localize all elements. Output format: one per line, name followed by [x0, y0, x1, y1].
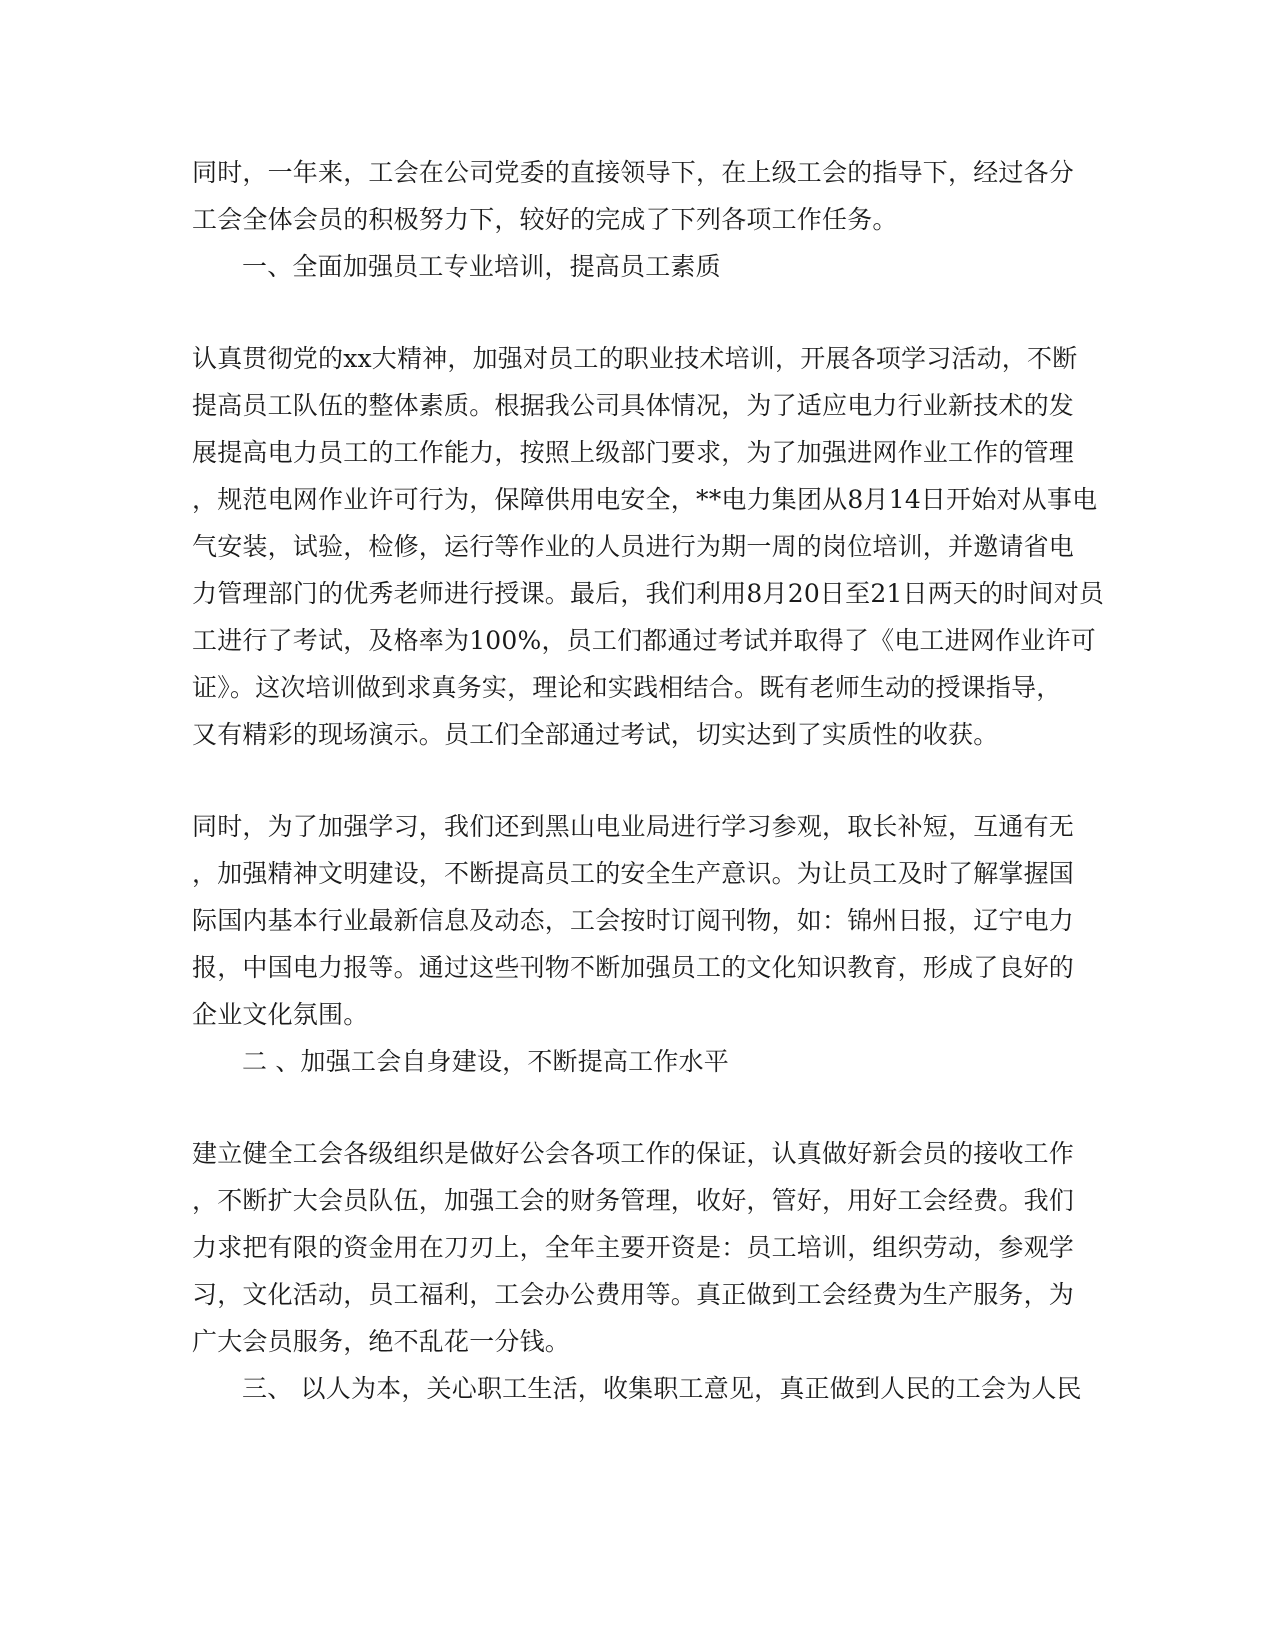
text-line-23: 广大会员服务，绝不乱花一分钱。: [192, 1327, 571, 1356]
text-line-9: 力管理部门的优秀老师进行授课。最后，我们利用8月20日至21日两天的时间对员: [192, 579, 1105, 608]
section-heading-3: 三、 以人为本，关心职工生活，收集职工意见，真正做到人民的工会为人民: [242, 1374, 1082, 1403]
section-heading-1: 一、全面加强员工专业培训，提高员工素质: [242, 252, 721, 281]
text-line-14: ，加强精神文明建设，不断提高员工的安全生产意识。为让员工及时了解掌握国: [192, 859, 1075, 888]
text-line-10: 工进行了考试，及格率为100%，员工们都通过考试并取得了《电工进网作业许可: [192, 626, 1096, 655]
text-line-21: 力求把有限的资金用在刀刃上，全年主要开资是：员工培训，组织劳动，参观学: [192, 1233, 1075, 1262]
text-line-13: 同时，为了加强学习，我们还到黑山电业局进行学习参观，取长补短，互通有无: [192, 812, 1075, 841]
text-line-2: 工会全体会员的积极努力下，较好的完成了下列各项工作任务。: [192, 205, 898, 234]
text-line-17: 企业文化氛围。: [192, 1000, 369, 1029]
section-heading-2: 二 、加强工会自身建设，不断提高工作水平: [242, 1047, 729, 1076]
text-line-1: 同时，一年来，工会在公司党委的直接领导下，在上级工会的指导下，经过各分: [192, 158, 1075, 187]
text-line-8: 气安装，试验，检修，运行等作业的人员进行为期一周的岗位培训，并邀请省电: [192, 532, 1075, 561]
text-line-5: 提高员工队伍的整体素质。根据我公司具体情况，为了适应电力行业新技术的发: [192, 391, 1075, 420]
text-line-6: 展提高电力员工的工作能力，按照上级部门要求，为了加强进网作业工作的管理: [192, 438, 1075, 467]
text-line-16: 报，中国电力报等。通过这些刊物不断加强员工的文化知识教育，形成了良好的: [192, 953, 1075, 982]
text-line-12: 又有精彩的现场演示。员工们全部通过考试，切实达到了实质性的收获。: [192, 720, 999, 749]
text-line-11: 证》。这次培训做到求真务实，理论和实践相结合。既有老师生动的授课指导，: [192, 673, 1062, 702]
text-line-15: 际国内基本行业最新信息及动态，工会按时订阅刊物，如：锦州日报，辽宁电力: [192, 906, 1075, 935]
text-line-20: ，不断扩大会员队伍，加强工会的财务管理，收好，管好，用好工会经费。我们: [192, 1186, 1075, 1215]
text-line-4: 认真贯彻党的xx大精神，加强对员工的职业技术培训，开展各项学习活动，不断: [192, 344, 1078, 373]
text-line-19: 建立健全工会各级组织是做好公会各项工作的保证，认真做好新会员的接收工作: [192, 1139, 1075, 1168]
text-line-7: ，规范电网作业许可行为，保障供用电安全，**电力集团从8月14日开始对从事电: [192, 485, 1098, 514]
text-line-22: 习，文化活动，员工福利，工会办公费用等。真正做到工会经费为生产服务，为: [192, 1280, 1075, 1309]
